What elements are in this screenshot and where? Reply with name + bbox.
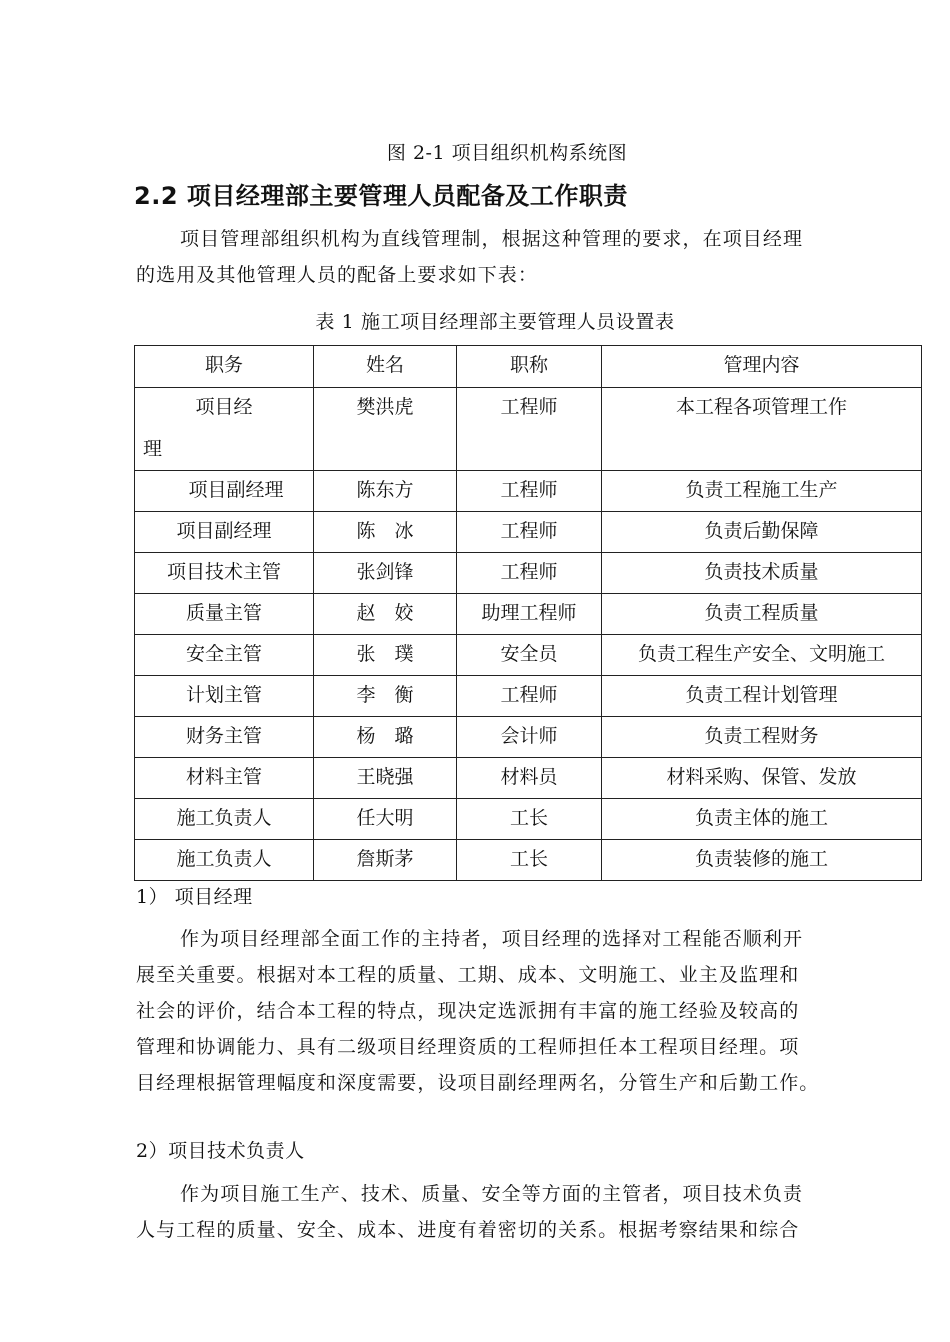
paragraph-line: 作为项目施工生产、技术、质量、安全等方面的主管者，项目技术负责 [180,1183,804,1205]
cell-duty: 材料采购、保管、发放 [602,758,922,799]
item-paragraph-technical-lead [136,1176,866,1248]
cell-position-line: 项目经 [195,396,253,418]
item-paragraph-project-manager [136,921,866,1101]
cell-title: 工程师 [457,676,602,717]
cell-position: 计划主管 [135,676,314,717]
cell-name: 陈东方 [314,471,457,512]
cell-position-line: 理 [143,438,163,460]
section-heading: 2.2 项目经理部主要管理人员配备及工作职责 [134,182,628,210]
table-row [135,799,922,840]
table-row [135,676,922,717]
paragraph-line: 社会的评价，结合本工程的特点，现决定选派拥有丰富的施工经验及较高的 [136,1000,800,1022]
cell-name: 赵 姣 [314,594,457,635]
table-row [135,512,922,553]
cell-position: 财务主管 [135,717,314,758]
cell-position: 施工负责人 [135,840,314,881]
cell-name: 任大明 [314,799,457,840]
cell-name: 张剑锋 [314,553,457,594]
table-row [135,471,922,512]
cell-title: 工程师 [457,471,602,512]
cell-position: 项目副经理 [135,471,314,512]
cell-duty: 负责后勤保障 [602,512,922,553]
cell-title: 工程师 [457,388,602,471]
table-row [135,717,922,758]
cell-name: 詹斯茅 [314,840,457,881]
cell-duty: 负责工程施工生产 [602,471,922,512]
cell-position: 施工负责人 [135,799,314,840]
header-cell-title: 职称 [457,346,602,388]
paragraph-line: 展至关重要。根据对本工程的质量、工期、成本、文明施工、业主及监理和 [136,964,800,986]
cell-title: 安全员 [457,635,602,676]
cell-duty: 负责工程质量 [602,594,922,635]
cell-title: 工长 [457,840,602,881]
intro-paragraph [136,221,866,293]
intro-line: 的选用及其他管理人员的配备上要求如下表： [136,264,539,286]
cell-duty: 负责工程财务 [602,717,922,758]
table-header-row [135,346,922,388]
cell-title: 会计师 [457,717,602,758]
cell-title: 材料员 [457,758,602,799]
staff-table [134,345,922,881]
paragraph-line: 作为项目经理部全面工作的主持者，项目经理的选择对工程能否顺利开 [180,928,804,950]
table-row [135,388,922,471]
paragraph-line: 人与工程的质量、安全、成本、进度有着密切的关系。根据考察结果和综合 [136,1219,800,1241]
paragraph-line: 管理和协调能力、具有二级项目经理资质的工程师担任本工程项目经理。项 [136,1036,800,1058]
cell-title: 工程师 [457,553,602,594]
cell-title: 工长 [457,799,602,840]
header-cell-position: 职务 [135,346,314,388]
cell-position [135,388,314,471]
cell-duty: 负责主体的施工 [602,799,922,840]
cell-name: 樊洪虎 [314,388,457,471]
cell-position: 材料主管 [135,758,314,799]
cell-position: 安全主管 [135,635,314,676]
cell-duty: 负责工程生产安全、文明施工 [602,635,922,676]
cell-title: 助理工程师 [457,594,602,635]
cell-title: 工程师 [457,512,602,553]
figure-caption: 图 2-1 项目组织机构系统图 [386,142,628,164]
cell-name: 王晓强 [314,758,457,799]
cell-position: 项目技术主管 [135,553,314,594]
table-row [135,553,922,594]
cell-duty: 本工程各项管理工作 [602,388,922,471]
cell-name: 李 衡 [314,676,457,717]
cell-position: 项目副经理 [135,512,314,553]
table-caption: 表 1 施工项目经理部主要管理人员设置表 [315,311,675,333]
table-row [135,635,922,676]
paragraph-line: 目经理根据管理幅度和深度需要，设项目副经理两名，分管生产和后勤工作。 [136,1072,820,1094]
header-cell-duty: 管理内容 [602,346,922,388]
cell-duty: 负责工程计划管理 [602,676,922,717]
table-row [135,594,922,635]
cell-name: 杨 璐 [314,717,457,758]
table-row [135,840,922,881]
cell-position: 质量主管 [135,594,314,635]
cell-duty: 负责技术质量 [602,553,922,594]
item-label-technical-lead: 2）项目技术负责人 [136,1140,305,1162]
item-label-project-manager: 1） 项目经理 [136,886,253,908]
table-row [135,758,922,799]
intro-line: 项目管理部组织机构为直线管理制，根据这种管理的要求，在项目经理 [180,228,804,250]
header-cell-name: 姓名 [314,346,457,388]
cell-name: 陈 冰 [314,512,457,553]
cell-name: 张 璞 [314,635,457,676]
cell-duty: 负责装修的施工 [602,840,922,881]
